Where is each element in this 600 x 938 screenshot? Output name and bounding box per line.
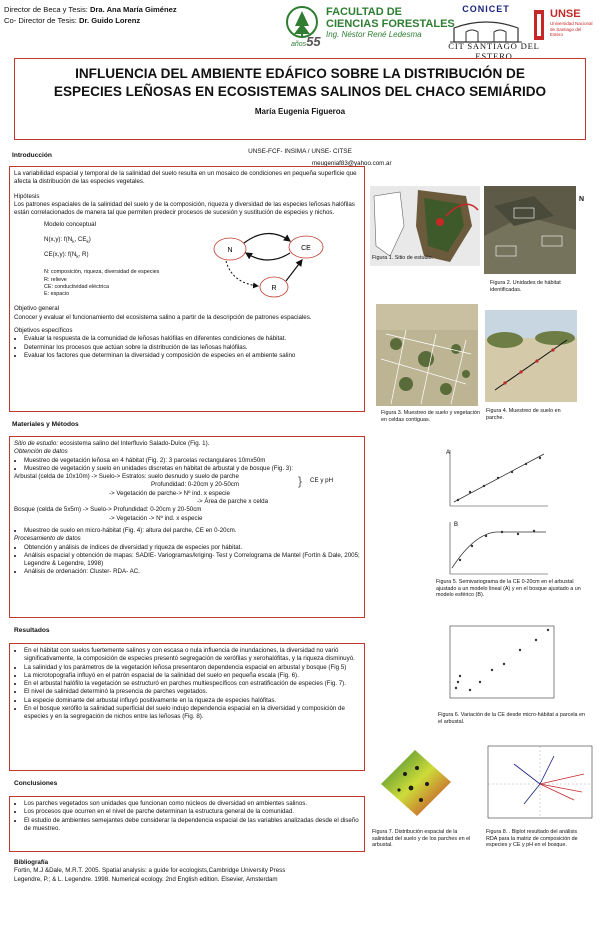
study-site: Sitio de estudio: ecosistema salino del Interfluvio Salado-Dulce (Fig. 1). [14, 440, 210, 447]
list-item: • Evaluar los factores que determinan la diversidad y composición de especies en el ambiente salino [24, 352, 360, 360]
list-item: • Muestreo de vegetación leñosa en 4 hábitat (Fig. 2): 3 parcelas rectangulares 10mx50m [24, 457, 360, 465]
figure-1-map [370, 186, 480, 266]
figure-2-caption: Figura 2. Unidades de hábitat identificadas. [490, 280, 561, 293]
director-name: Dra. Ana María Giménez [89, 5, 177, 14]
figure-7-map [371, 744, 459, 822]
poster-title: INFLUENCIA DEL AMBIENTE EDÁFICO SOBRE LA DISTRIBUCIÓN DE ESPECIES LEÑOSAS EN ECOSISTEMAS SALINOS DEL CHACO SEMIÁRIDO [53, 66, 547, 99]
list-item: • En el bosque xerófilo la salinidad superficial del suelo indujo dependencia espacial en la diversidad y composición de especies y en la segregación de nichos entre las leñosas (Fig. 8). [24, 705, 360, 722]
results-heading: Resultados [14, 627, 50, 634]
email: meugeniaf83@yahoo.com.ar [312, 160, 392, 167]
list-item: • Determinar los procesos que actúan sobre la distribución de las leñosas halófilas. [24, 344, 360, 352]
list-item: • El estudio de ambientes semejantes debe considerar la dependencia espacial de las variables analizadas desde el diseño de muestreo. [24, 817, 360, 834]
processing-list [14, 544, 360, 577]
faculty-name: FACULTAD DE CIENCIAS FORESTALES Ing. Néstor René Ledesma [326, 6, 455, 39]
list-item: • La salinidad y los parámetros de la vegetación leñosa presentaron dependencia espacial en arbustal y bosque (Fig 5) [24, 664, 360, 672]
unse-emblem-icon [532, 8, 546, 42]
figure-3-photo [376, 304, 478, 406]
list-item: • La especie dominante del arbustal influyó positivamente en la riqueza de especies halófitas. [24, 697, 360, 705]
list-item: • Análisis de ordenación: Cluster- RDA- AC. [24, 568, 360, 576]
arbustal-scheme: Arbustal (celda de 10x10m) -> Suelo-> Estratos: suelo desnudo y suelo de parche } CE y pH Profundidad: 0-20cm y 20-50cm -> Vegetación de parche-> Nº ind. x especie -> Área de parche x celda [14, 473, 334, 506]
conclusions-heading: Conclusiones [14, 780, 58, 787]
results-box [9, 643, 365, 771]
processing-heading: Procesamiento de datos [14, 535, 81, 543]
node-ce-label: CE [301, 245, 311, 253]
node-n-label: N [227, 247, 233, 255]
cit-name: CIT SANTIAGO DEL ESTERO [448, 41, 540, 61]
figure-6-caption: Figura 6. Variación de la CE desde micro-hábitat a parcela en el arbustal. [438, 712, 586, 725]
list-item: • Los procesos que ocurren en el nivel de parche determinan la estructura general de la comunidad. [24, 808, 360, 816]
list-item: • En el arbustal halófilo la vegetación se estructuró en parches multiespecíficos con estratificación de especies (Fig. 7). [24, 680, 360, 688]
list-item: • Evaluar la respuesta de la comunidad de leñosas halófilas en diferentes condiciones de hábitat. [24, 335, 360, 343]
general-objective: Conocer y evaluar el funcionamiento del ecosistema salino a partir de la descripción de patrones espaciales. [14, 313, 312, 321]
data-heading: Obtención de datos [14, 448, 68, 456]
equation-n: N(x,y): $f(N_k$, $CE_k$) [44, 236, 91, 245]
list-item: • En el hábitat con suelos fuertemente salinos y con escasa o nula influencia de inundaciones, la diversidad no varió significativamente, la composición de especies presentó segregación de xerófilas y xerohalófitas, y la riqueza disminuyó. [24, 647, 360, 664]
codirector-line: Co- Director de Tesis: Dr. Guido Lorenz [4, 16, 141, 25]
model-diagram [202, 223, 342, 305]
figure-8-biplot [484, 744, 594, 822]
figure-5b-label: B [454, 522, 459, 528]
hypothesis-text: Los patrones espaciales de la salinidad del suelo y de la composición, riqueza y diversidad de las especies leñosas halófilas están correlacionados de manera tal que permiten predecir procesos de sucesión y sustitución de especies y nichos. [14, 200, 355, 217]
methods-box: Sitio de estudio: ecosistema salino del Interfluvio Salado-Dulce (Fig. 1). Obtención de datos • Muestreo de vegetación leñosa en 4 hábitat (Fig. 2): 3 parcelas rectangulares 10mx50m • Muestreo de vegetación y suelo en unidades discretas en hábitat de arbustal y de bosque (Fig. 3): Arbustal (celda de 10x10m) -> Suelo-> Estratos: suelo desnudo y suelo de parche } CE y pH Profundidad: 0-20cm y 20-50cm -> Vegetación de parche-> Nº ind. x especie -> Área de parche x celda Bosque (celda de 5x5m) -> Suelo-> Profundidad: 0-20cm y 20-50cm -> Vegetación -> Nº ind. x especie • Muestreo de suelo en micro-hábitat (Fig. 4): altura del parche, CE en 0-20cm. Procesamiento de datos • Obtención y análisis de índices de diversidad y riqueza de especies por hábitat. • Análisis espacial y obtención de mapas: SADIE- Variogramas/kriging- Test y Correlograma de Mantel (Fortín & Dale, 2005; Legendre & Legendre, 1998) • Análisis de ordenación: Cluster- RDA- AC. [9, 436, 365, 618]
figure-2-habitat-map [484, 186, 576, 274]
reference: Legendre, P.; & L. Legendre. 1998. Numerical ecology. 2nd English edition. Elsevier, Amsterdam [14, 875, 278, 883]
data-list [14, 457, 360, 474]
general-objective-heading: Objetivo general [14, 305, 60, 313]
figure-1-caption: Figura 1. Sitio de estudio. [372, 255, 434, 261]
bibliography-heading: Bibliografía [14, 859, 49, 866]
figure-8-caption: Figura 8. . Biplot resultado del análisis RDA para la matriz de composición de especies y CE y pH en el bosque. [486, 829, 578, 849]
microhabitat-list [14, 527, 360, 535]
figure-4-caption: Figura 4. Muestreo de suelo en parche. [486, 408, 561, 421]
codirector-name: Dr. Guido Lorenz [78, 16, 141, 25]
methods-heading: Materiales y Métodos [12, 421, 79, 428]
title-box [14, 58, 586, 140]
figure-6-chart [440, 622, 560, 706]
bibliography [14, 859, 314, 884]
intro-box [9, 166, 365, 412]
node-r-label: R [271, 285, 277, 293]
author-name: María Eugenia Figueroa [254, 107, 346, 116]
director-line: Director de Beca y Tesis: Dra. Ana María Giménez [4, 5, 177, 14]
figure-7-caption: Figura 7. Distribución espacial de la salinidad del suelo y de los parches en el arbustal. [372, 829, 471, 849]
reference: Fortin, M.J &Dale, M.R.T. 2005. Spatial analysis: a guide for ecologists,Cambridge University Press [14, 867, 286, 875]
list-item: • Muestreo de vegetación y suelo en unidades discretas en hábitat de arbustal y de bosque (Fig. 3): [24, 465, 360, 473]
conicet-logo: CONICET [446, 4, 526, 44]
list-item: • Muestreo de suelo en micro-hábitat (Fig. 4): altura del parche, CE en 0-20cm. [24, 527, 360, 535]
figure-3-caption: Figura 3. Muestreo de suelo y vegetación en celdas contiguas. [381, 410, 480, 423]
cit-building-icon [446, 14, 526, 44]
list-item: • Obtención y análisis de índices de diversidad y riqueza de especies por hábitat. [24, 544, 360, 552]
north-arrow-icon: N [579, 196, 585, 203]
specific-objectives-heading: Objetivos específicos [14, 327, 73, 335]
scatter-points [455, 629, 549, 691]
affiliation: UNSE-FCF- INSIMA / UNSE- CITSE [248, 148, 352, 155]
intro-heading: Introducción [12, 152, 52, 159]
specific-objectives-list [14, 335, 360, 360]
conclusions-box [9, 796, 365, 852]
unse-logo: UNSE Universidad Nacional de Santiago del Estero [532, 6, 594, 46]
figure-5-caption: Figura 5. Semivariograma de la CE 0-20cm en el arbustal ajustado a un modelo lineal (A) y en el bosque ajustado a un modelo esférico (B). [436, 579, 581, 599]
conceptual-model: Modelo conceptual N(x,y): $f(N_k$, $CE_k$) CE(x,y): $f(N_k$, R) N: composición, riqueza, diversidad de especies R: relieve CE: conductividad eléctrica E: espacio N CE R [14, 217, 360, 305]
figure-5b-chart [440, 518, 550, 580]
equation-ce: CE(x,y): $f(N_k$, R) [44, 251, 89, 260]
list-item: • El nivel de salinidad determinó la presencia de parches vegetados. [24, 688, 360, 696]
figure-5a-chart [440, 446, 550, 514]
results-list [14, 647, 360, 722]
figure-5a-label: A [446, 450, 451, 456]
anniversary-mark: años55 [291, 34, 321, 49]
list-item: • La microtopografía influyó en el patrón espacial de la salinidad del suelo en pequeña escala (Fig. 6). [24, 672, 360, 680]
thesis-directors [4, 4, 274, 26]
variogram-points-a [457, 457, 541, 501]
list-item: • Análisis espacial y obtención de mapas: SADIE- Variogramas/kriging- Test y Correlograma de Mantel (Fortín & Dale, 2005; Legendre & Legendre, 1998) [24, 552, 360, 569]
model-legend: N: composición, riqueza, diversidad de especies R: relieve CE: conductividad eléctrica E: espacio [44, 269, 160, 298]
list-item: • Los parches vegetados son unidades que funcionan como núcleos de diversidad en ambientes salinos. [24, 800, 360, 808]
figure-4-photo [485, 310, 577, 402]
conclusions-list [14, 800, 360, 833]
brace-icon: } [298, 474, 303, 489]
intro-paragraph: La variabilidad espacial y temporal de la salinidad del suelo resulta en un mosaico de condiciones en pequeña superficie que afecta la distribución de las especies vegetales. [14, 170, 357, 186]
hypothesis-heading: Hipótesis [14, 192, 40, 200]
bosque-scheme: Bosque (celda de 5x5m) -> Suelo-> Profundidad: 0-20cm y 20-50cm [14, 506, 202, 514]
